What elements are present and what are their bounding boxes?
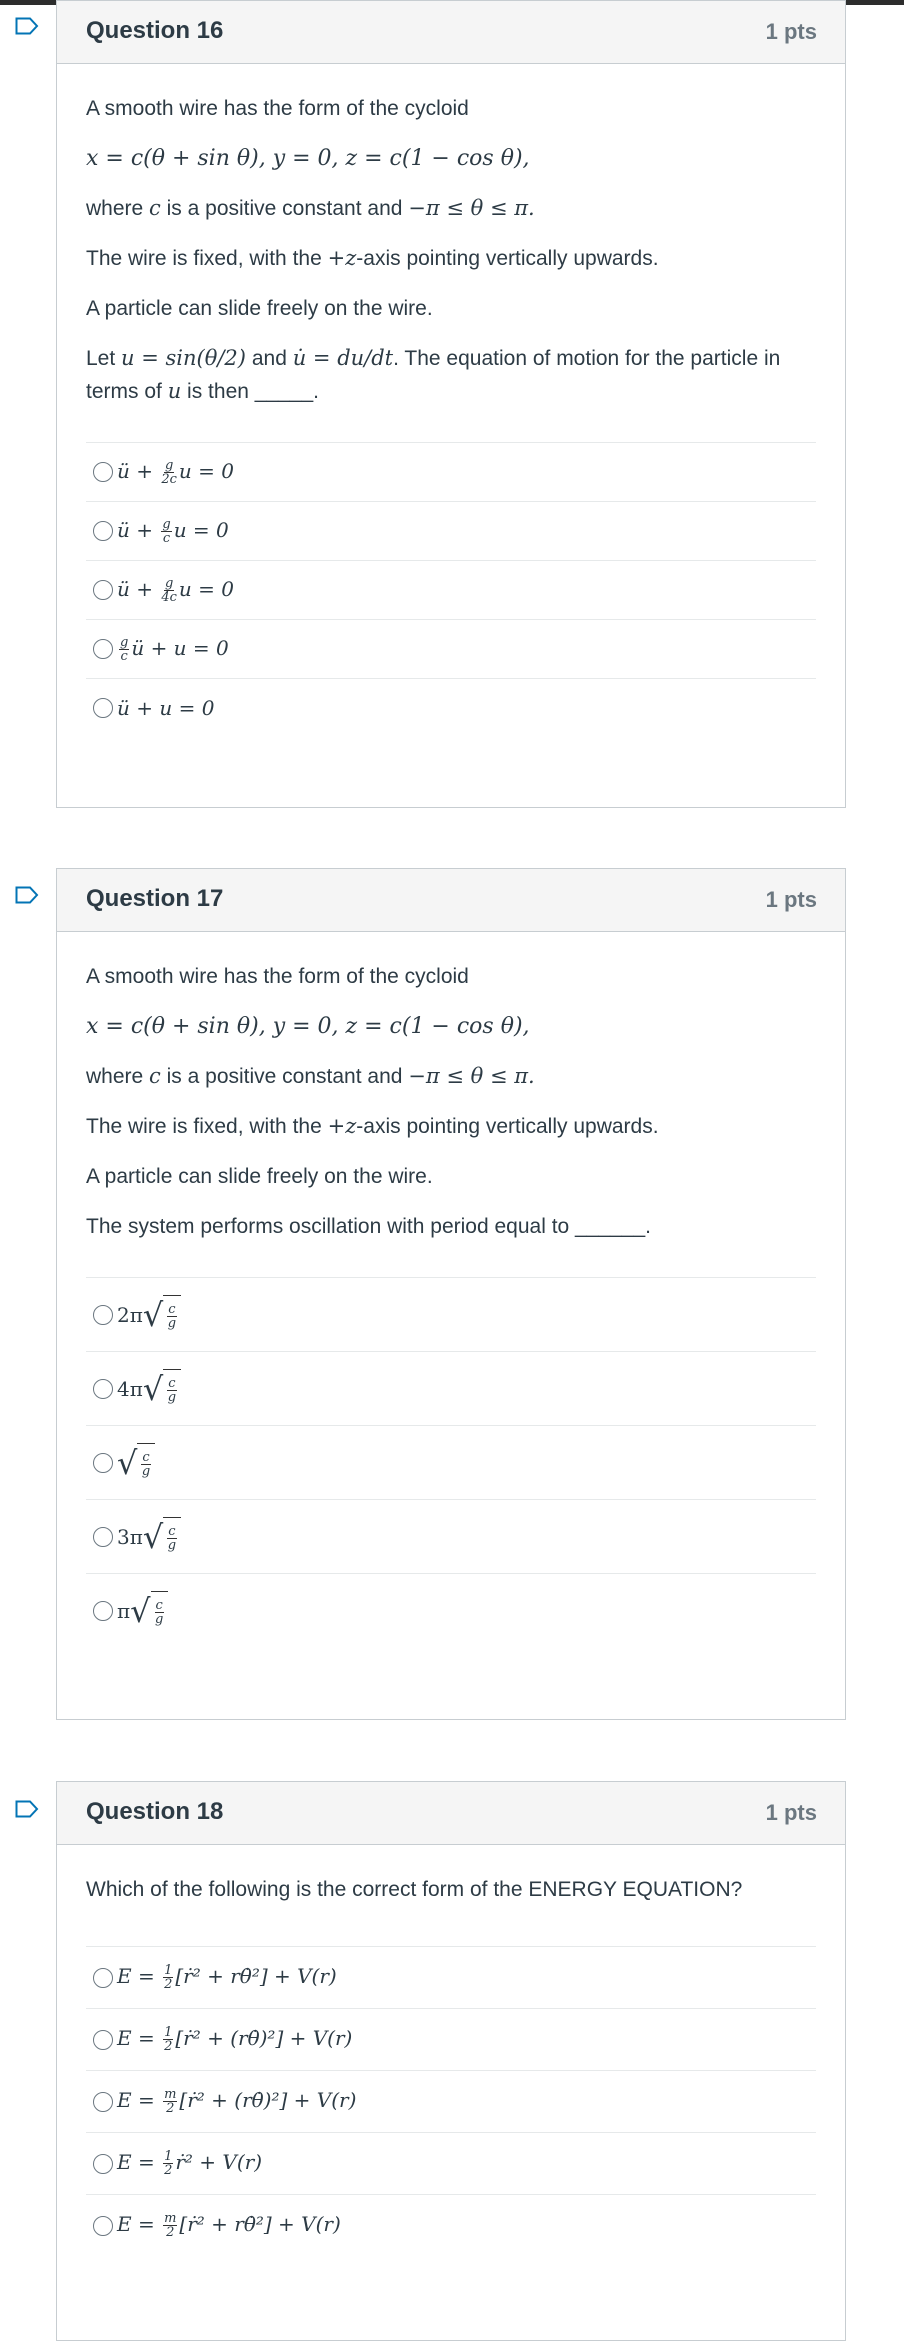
answer-option[interactable]: π √ $\frac{c}{g}$: [86, 1574, 816, 1647]
answer-option[interactable]: $\frac{g}{c}$ ü + u = 0: [86, 620, 816, 679]
question-paragraph: A particle can slide freely on the wire.: [86, 297, 433, 320]
question-title: Question 17: [86, 885, 224, 912]
answer-option[interactable]: ü + $\frac{g}{c}$ u = 0: [86, 502, 816, 561]
radio-button[interactable]: [93, 2092, 113, 2112]
question-header: [57, 1782, 845, 1845]
question-text: [86, 960, 816, 1243]
answer-list: [86, 1946, 816, 2256]
radio-button[interactable]: [93, 521, 113, 541]
question-paragraph: A smooth wire has the form of the cycloid: [86, 97, 469, 120]
question-paragraph: where c is a positive constant and −π ≤ θ ≤ π.: [86, 1064, 535, 1088]
answer-list: [86, 1277, 816, 1647]
answer-option[interactable]: 4π √ $\frac{c}{g}$: [86, 1352, 816, 1426]
answer-option[interactable]: E = $\frac{m}{2}$ [ṙ² + rθ̇²] + V(r): [86, 2195, 816, 2256]
radio-button[interactable]: [93, 2154, 113, 2174]
sqrt-expression: √ $\frac{c}{g}$: [130, 1591, 168, 1631]
answer-option[interactable]: ü + $\frac{g}{2c}$ u = 0: [86, 443, 816, 502]
question-points: 1 pts: [765, 19, 817, 44]
question-paragraph: Which of the following is the correct form of the ENERGY EQUATION?: [86, 1878, 743, 1901]
flag-question-18-icon[interactable]: [15, 1800, 39, 1818]
radio-button[interactable]: [93, 1968, 113, 1988]
answer-option[interactable]: ü + $\frac{g}{4c}$ u = 0: [86, 561, 816, 620]
radio-button[interactable]: [93, 2216, 113, 2236]
question-paragraph: The system performs oscillation with period equal to ______.: [86, 1215, 651, 1238]
radio-button[interactable]: [93, 1379, 113, 1399]
answer-option[interactable]: 3π √ $\frac{c}{g}$: [86, 1500, 816, 1574]
sqrt-expression: √ $\frac{c}{g}$: [143, 1369, 181, 1409]
radio-button[interactable]: [93, 639, 113, 659]
question-header: [57, 1, 845, 64]
flag-question-17-icon[interactable]: [15, 886, 39, 904]
equation: x = c(θ + sin θ), y = 0, z = c(1 − cos θ),: [86, 146, 530, 171]
answer-option[interactable]: ü + u = 0: [86, 679, 816, 737]
question-17: [56, 868, 846, 1720]
question-16: [56, 0, 846, 808]
question-points: 1 pts: [765, 887, 817, 912]
radio-button[interactable]: [93, 580, 113, 600]
sqrt-expression: √ $\frac{c}{g}$: [143, 1517, 181, 1557]
answer-option[interactable]: E = $\frac{1}{2}$ [ṙ² + (rθ̇)²] + V(r): [86, 2009, 816, 2071]
radio-button[interactable]: [93, 1527, 113, 1547]
sqrt-expression: √ $\frac{c}{g}$: [117, 1443, 155, 1483]
question-paragraph: where c is a positive constant and −π ≤ θ ≤ π.: [86, 196, 535, 220]
answer-option[interactable]: [86, 1426, 816, 1500]
radio-button[interactable]: [93, 1305, 113, 1325]
question-paragraph: The wire is fixed, with the +z-axis pointing vertically upwards.: [86, 246, 659, 270]
radio-button[interactable]: [93, 2030, 113, 2050]
flag-question-16-icon[interactable]: [15, 17, 39, 35]
answer-option[interactable]: E = $\frac{1}{2}$ [ṙ² + rθ̇²] + V(r): [86, 1947, 816, 2009]
radio-button[interactable]: [93, 462, 113, 482]
sqrt-expression: √ $\frac{c}{g}$: [143, 1295, 181, 1335]
question-paragraph: Let u = sin(θ/2) and u̇ = du/dt. The equation of motion for the particle in terms of u is then _____.: [86, 346, 781, 403]
question-text: [86, 1873, 816, 1906]
answer-list: [86, 442, 816, 737]
question-title: Question 18: [86, 1798, 224, 1825]
question-paragraph: A smooth wire has the form of the cycloid: [86, 965, 469, 988]
question-paragraph: A particle can slide freely on the wire.: [86, 1165, 433, 1188]
question-18: [56, 1781, 846, 2341]
radio-button[interactable]: [93, 698, 113, 718]
answer-option[interactable]: E = $\frac{m}{2}$ [ṙ² + (rθ̇)²] + V(r): [86, 2071, 816, 2133]
question-header: [57, 869, 845, 932]
question-title: Question 16: [86, 17, 224, 44]
question-paragraph: The wire is fixed, with the +z-axis pointing vertically upwards.: [86, 1114, 659, 1138]
question-points: 1 pts: [765, 1800, 817, 1825]
radio-button[interactable]: [93, 1601, 113, 1621]
radio-button[interactable]: [93, 1453, 113, 1473]
question-text: [86, 92, 816, 408]
equation: x = c(θ + sin θ), y = 0, z = c(1 − cos θ),: [86, 1014, 530, 1039]
answer-option[interactable]: 2π √ $\frac{c}{g}$: [86, 1278, 816, 1352]
answer-option[interactable]: E = $\frac{1}{2}$ ṙ² + V(r): [86, 2133, 816, 2195]
